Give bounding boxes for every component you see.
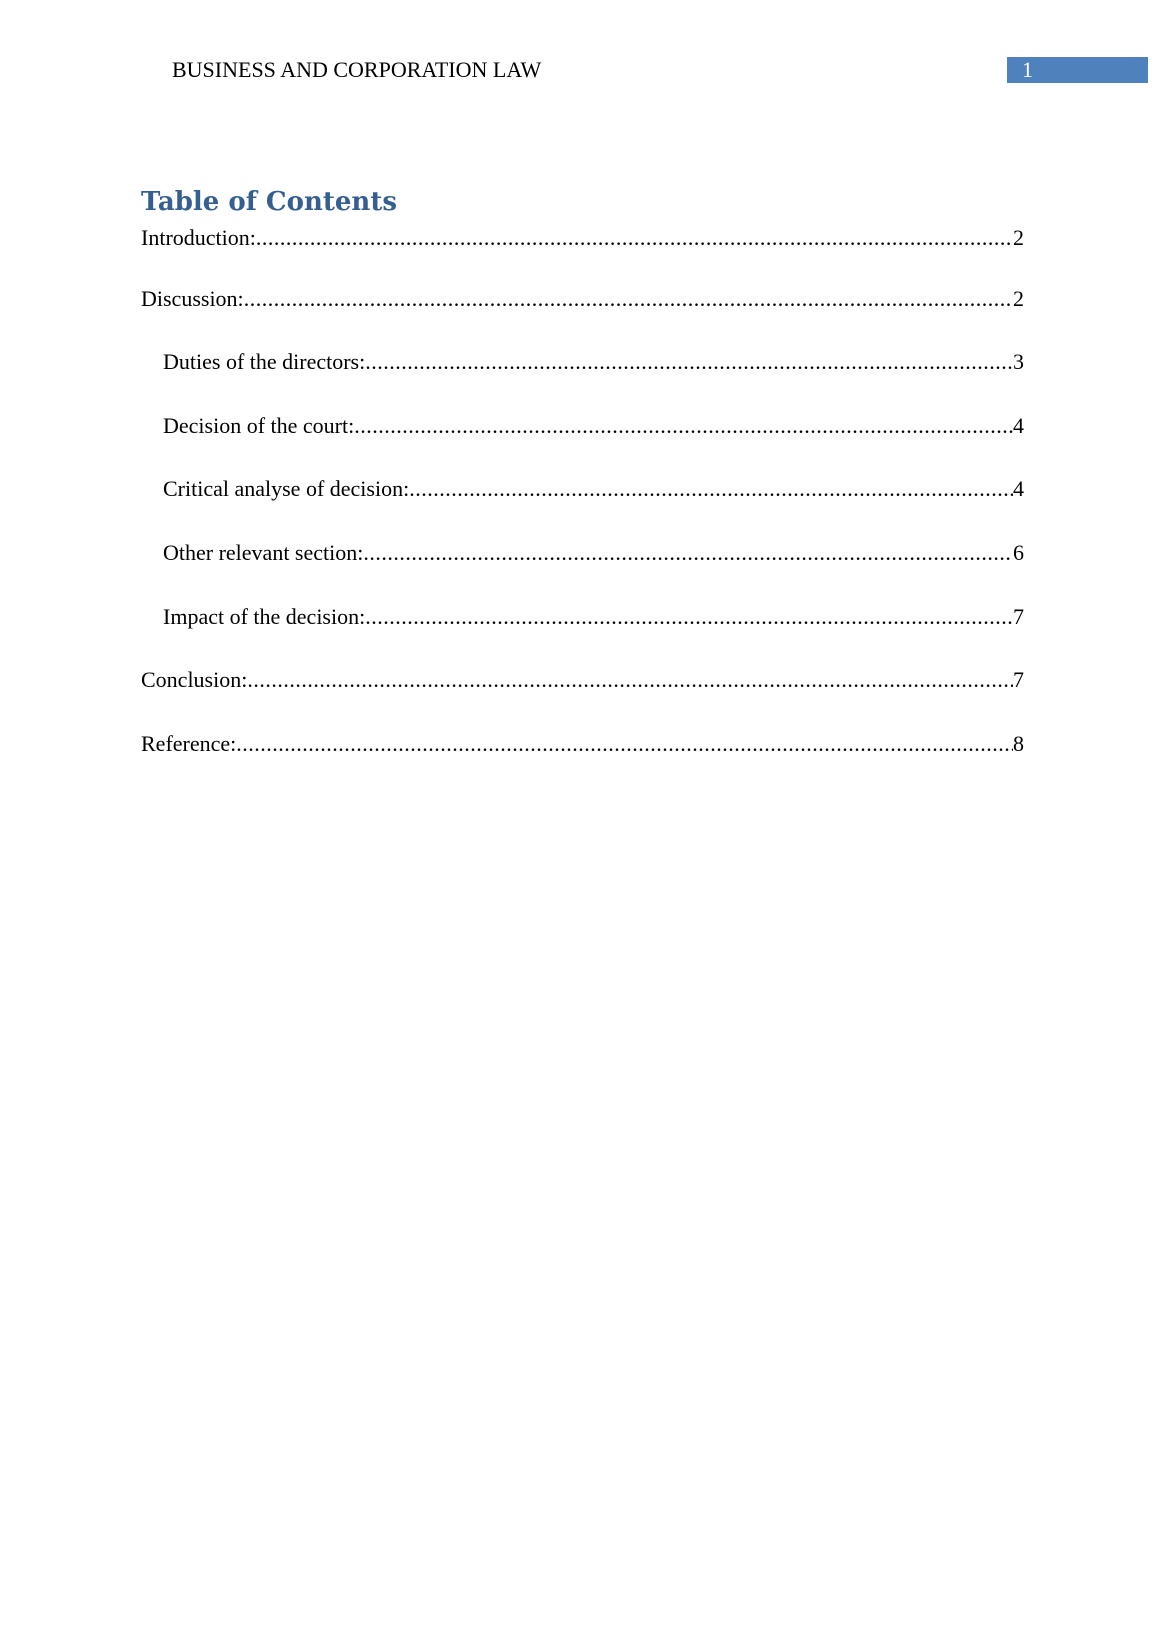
toc-entry-label: Reference:	[141, 731, 237, 756]
toc-entry-label: Conclusion:	[141, 667, 248, 692]
toc-entry-label: Impact of the decision:	[163, 604, 366, 629]
toc-entry-page: 7	[1013, 604, 1024, 629]
toc-entry-page: 4	[1013, 476, 1024, 501]
toc-entry-duties-of-the-directors[interactable]	[163, 347, 1024, 377]
page-number: 1	[1022, 57, 1033, 82]
toc-dot-leader	[256, 223, 1013, 253]
toc-entry-page: 3	[1013, 349, 1024, 374]
toc-entry-label: Introduction:	[141, 225, 256, 250]
toc-dot-leader	[354, 411, 1013, 441]
toc-dot-leader	[363, 538, 1013, 568]
toc-entry-page: 6	[1013, 540, 1024, 565]
toc-dot-leader	[365, 602, 1013, 632]
toc-entry-introduction[interactable]	[141, 223, 1024, 253]
toc-entry-other-relevant-section[interactable]	[163, 538, 1024, 568]
toc-entry-page: 2	[1013, 225, 1024, 250]
toc-entry-decision-of-the-court[interactable]	[163, 411, 1024, 441]
toc-entry-label: Duties of the directors:	[163, 349, 366, 374]
toc-entry-page: 8	[1013, 731, 1024, 756]
toc-dot-leader	[247, 665, 1013, 695]
page-number-badge	[1007, 57, 1148, 83]
toc-entry-impact-of-the-decision[interactable]	[163, 602, 1024, 632]
toc-entry-page: 4	[1013, 413, 1024, 438]
toc-dot-leader	[244, 284, 1013, 314]
toc-heading: Table of Contents	[141, 187, 397, 217]
toc-entry-label: Other relevant section:	[163, 540, 364, 565]
toc-entry-label: Decision of the court:	[163, 413, 355, 438]
running-header-title: BUSINESS AND CORPORATION LAW	[172, 57, 542, 82]
toc-entry-conclusion[interactable]	[141, 665, 1024, 695]
toc-dot-leader	[365, 347, 1013, 377]
toc-entry-critical-analyse-of-decision[interactable]	[163, 474, 1024, 504]
toc-entry-reference[interactable]	[141, 729, 1024, 759]
toc-dot-leader	[236, 729, 1013, 759]
toc-entry-label: Critical analyse of decision:	[163, 476, 410, 501]
toc-entry-discussion[interactable]	[141, 284, 1024, 314]
toc-dot-leader	[409, 474, 1013, 504]
toc-entry-page: 7	[1013, 667, 1024, 692]
toc-entry-page: 2	[1013, 286, 1024, 311]
toc-entry-label: Discussion:	[141, 286, 244, 311]
